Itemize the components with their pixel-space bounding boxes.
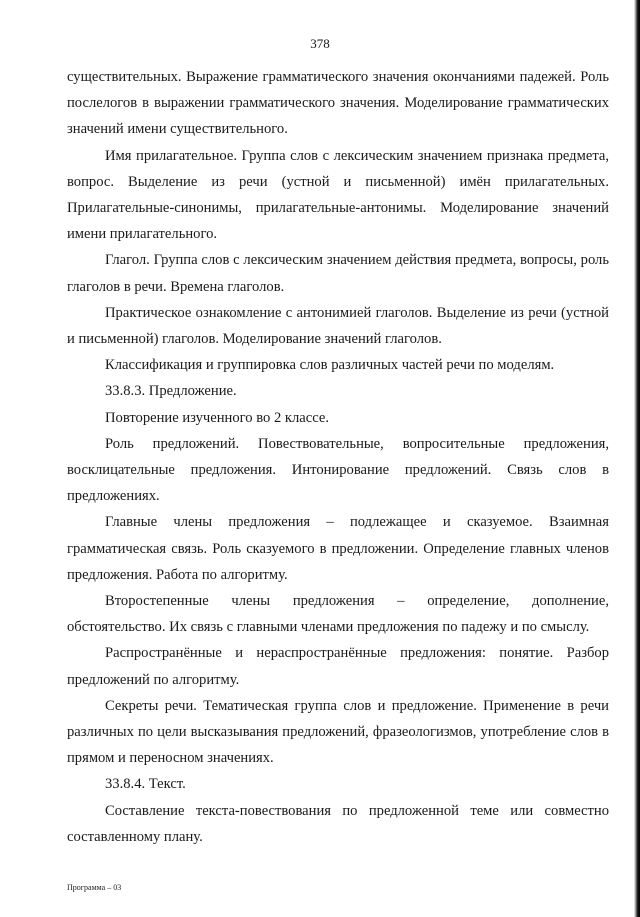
- section-heading-sentence: 33.8.3. Предложение.: [105, 383, 237, 400]
- paragraph-extended-sentences: Распространённые и нераспространённые предложения: понятие. Разбор предложений по алгоритму.: [67, 645, 609, 688]
- footer-program-label: Программа – 03: [67, 883, 122, 892]
- paragraph-secondary-members: Второстепенные члены предложения – определение, дополнение, обстоятельство. Их связь с главными членами предложения по падежу и по смыслу.: [67, 593, 609, 636]
- paragraph-repetition: Повторение изученного во 2 классе.: [105, 409, 330, 426]
- paragraph-text-composition: Составление текста-повествования по предложенной теме или совместно составленному плану.: [67, 802, 609, 845]
- document-body: [67, 64, 609, 850]
- paragraph-verb: Глагол. Группа слов с лексическим значением действия предмета, вопросы, роль глаголов в речи. Времена глаголов.: [67, 252, 609, 295]
- paragraph-continuation: существительных. Выражение грамматического значения окончаниями падежей. Роль послелогов в выражении грамматического значения. Моделирование грамматических значений имени существительного.: [67, 69, 609, 138]
- page-number: 378: [310, 36, 330, 51]
- paragraph-classification: Классификация и группировка слов различных частей речи по моделям.: [105, 357, 555, 374]
- paragraph-verb-antonyms: Практическое ознакомление с антонимией глаголов. Выделение из речи (устной и письменной) глаголов. Моделирование значений глаголов.: [67, 304, 609, 348]
- paragraph-sentence-role: Роль предложений. Повествовательные, вопросительные предложения, восклицательные предложения. Интонирование предложений. Связь слов в предложениях.: [67, 435, 609, 505]
- paragraph-adjective: Имя прилагательное. Группа слов с лексическим значением признака предмета, вопрос. Выделение из речи (устной и письменной) имён прилагательных. Прилагательные-синонимы, прилагательные-антонимы. Моделирование значений имени прилагательного.: [67, 147, 609, 243]
- paragraph-main-members: Главные члены предложения – подлежащее и сказуемое. Взаимная грамматическая связь. Роль сказуемого в предложении. Определение главных членов предложения. Работа по алгоритму.: [67, 514, 609, 583]
- section-heading-text: 33.8.4. Текст.: [105, 776, 186, 793]
- paragraph-speech-secrets: Секреты речи. Тематическая группа слов и предложение. Применение в речи различных по цели высказывания предложений, фразеологизмов, употребление слов в прямом и переносном значениях.: [67, 697, 609, 767]
- scan-edge-shadow: [634, 0, 640, 917]
